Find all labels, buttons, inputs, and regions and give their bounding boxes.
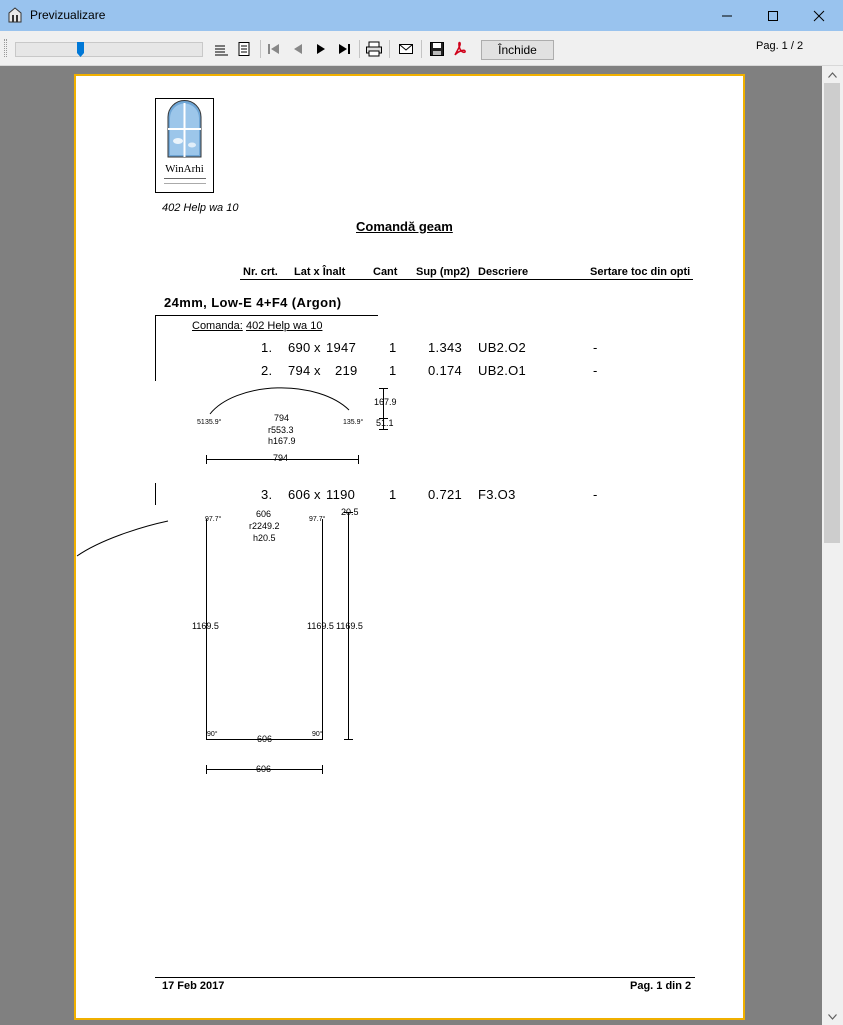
col-nr: Nr. crt. (243, 266, 278, 278)
footer-date: 17 Feb 2017 (162, 980, 225, 992)
order-value: 402 Help wa 10 (246, 320, 323, 332)
row-1-height: 1947 (326, 340, 357, 355)
row-2-desc: UB2.O1 (478, 363, 527, 378)
row-3-width: 606 (288, 487, 311, 502)
col-qty: Cant (373, 266, 398, 278)
group-title: 24mm, Low-E 4+F4 (Argon) (164, 295, 342, 310)
col-sort: Sertare toc din opti (590, 266, 691, 278)
logo-text: WinArhi (165, 163, 204, 175)
row-3-x: x (314, 487, 321, 502)
d2-right-height: 167.9 (374, 397, 397, 407)
row-2-height: 219 (335, 363, 358, 378)
d2-right-angle: 135.9° (343, 419, 364, 426)
close-button[interactable]: Închide (481, 40, 554, 60)
col-area: Sup (mp2) (416, 266, 470, 278)
row-2-nr: 2. (261, 363, 273, 378)
d3-top-width: 606 (256, 509, 272, 519)
row-2-width: 794 (288, 363, 311, 378)
row-1-desc: UB2.O2 (478, 340, 527, 355)
row-3-area: 0.721 (428, 487, 463, 502)
row-2-sort: - (593, 363, 598, 378)
row-1-qty: 1 (389, 340, 397, 355)
d3-top-right-angle: 97.7° (309, 516, 326, 523)
row-3-height: 1190 (326, 487, 356, 502)
col-desc: Descriere (478, 266, 529, 278)
d2-top-width: 794 (274, 413, 290, 423)
col-size: Lat x Înalt (294, 266, 346, 278)
d2-right-side: 51.1 (376, 418, 394, 428)
d3-left-height: 1169.5 (192, 621, 219, 631)
d2-bottom-width: 794 (273, 453, 289, 463)
d3-radius: r2249.2 (249, 521, 280, 531)
project-reference: 402 Help wa 10 (162, 202, 239, 214)
order-label: Comanda: (192, 320, 243, 332)
d3-dim-width: 606 (256, 764, 272, 774)
row-2-qty: 1 (389, 363, 397, 378)
d2-radius: r553.3 (268, 425, 294, 435)
row-1-area: 1.343 (428, 340, 463, 355)
row-3-nr: 3. (261, 487, 273, 502)
row-1-nr: 1. (261, 340, 273, 355)
d2-height: h167.9 (268, 436, 296, 446)
d3-right-height: 1169.5 (307, 621, 334, 631)
page-indicator: Pag. 1 / 2 (756, 40, 804, 52)
d3-right-top: 20.5 (341, 507, 359, 517)
d3-bottom-left-angle: 90° (207, 731, 218, 738)
row-3-desc: F3.O3 (478, 487, 516, 502)
row-2-x: x (314, 363, 321, 378)
document-title: Comandă geam (356, 219, 453, 234)
row-3-qty: 1 (389, 487, 397, 502)
footer-page: Pag. 1 din 2 (630, 980, 692, 992)
d2-left-angle: 35.9° (205, 419, 222, 426)
d3-height: h20.5 (253, 533, 276, 543)
row-1-x: x (314, 340, 321, 355)
row-1-sort: - (593, 340, 598, 355)
d3-outer-height: 1169.5 (336, 621, 363, 631)
row-3-sort: - (593, 487, 598, 502)
d3-top-left-angle: 97.7° (205, 516, 222, 523)
row-1-width: 690 (288, 340, 311, 355)
d3-bottom-right-angle: 90° (312, 731, 323, 738)
window-title: Previzualizare (30, 8, 106, 22)
d2-left-side: 51 (197, 419, 205, 426)
row-2-area: 0.174 (428, 363, 463, 378)
d3-bottom-width: 606 (257, 734, 273, 744)
